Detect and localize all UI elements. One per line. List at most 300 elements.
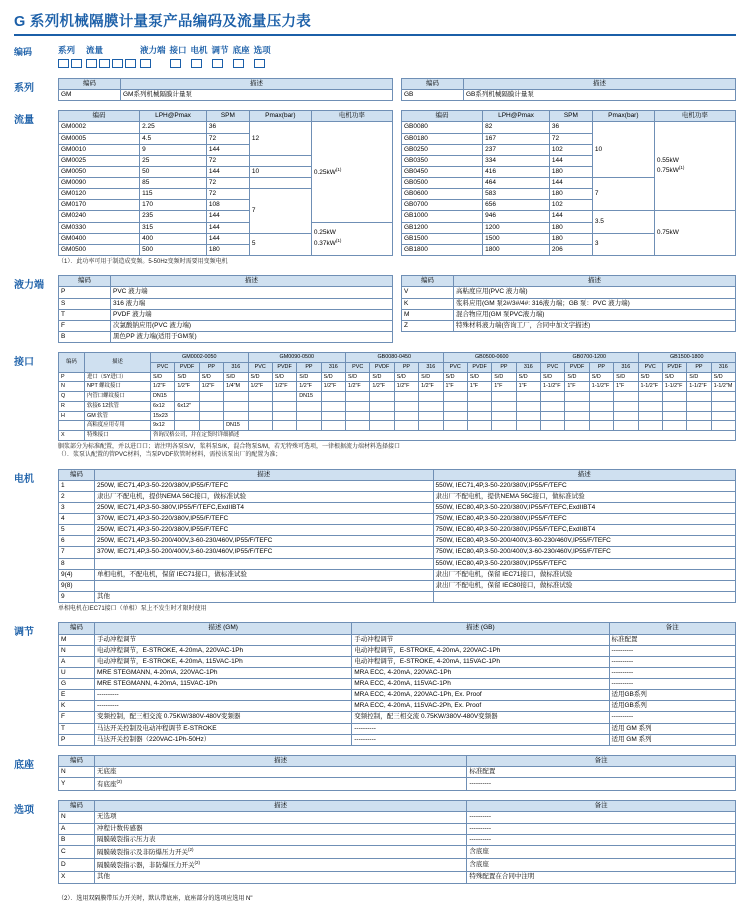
cell-value: 206	[549, 244, 592, 255]
code-box[interactable]	[86, 59, 97, 68]
th-1: LPH@Pmax	[483, 111, 550, 122]
table-row	[59, 591, 736, 602]
cell-size	[419, 421, 443, 431]
cell-size	[370, 421, 394, 431]
cell-text: ----------	[609, 679, 736, 690]
cell-code: Y	[59, 778, 95, 791]
cell-text: 变频控制，配三相交流 0.75KW/380V-480V变频器	[95, 712, 352, 723]
cell-text: ----------	[609, 656, 736, 667]
cell-value: 2.25	[140, 122, 207, 133]
cell-value: 144	[549, 211, 592, 222]
cell-size: S/D	[492, 372, 516, 382]
table-row	[59, 309, 393, 320]
cell-size: 15x23	[151, 411, 175, 421]
interface-note-0: 胭浆部分为标准配置，并以进口口；请注明各泵S/V，浆料泵S/K，混合物泵S/M，若无特殊可选项，一律根据流力端材料选择接口	[58, 443, 401, 450]
th-编码: 编码	[59, 353, 85, 373]
cell-text: 马达开关控制及电动冲程调节 E-STROKE	[95, 723, 352, 734]
cell-size: 1/4"M	[224, 382, 248, 392]
th-group-4: GB0700-1200	[541, 353, 639, 363]
cell-value: 36	[549, 122, 592, 133]
cell-size: 1/2"F	[199, 382, 223, 392]
table-row	[59, 634, 736, 645]
cell-code: X	[59, 431, 85, 441]
table-row	[59, 667, 736, 678]
cell-size	[589, 421, 613, 431]
table-row	[59, 812, 736, 823]
cell-text: 浆料应用(GM 泵2#/3#/4#: 316液力端；GB 泵：PVC 液力端)	[454, 298, 736, 309]
cell-value: 500	[140, 244, 207, 255]
cell-size: S/D	[224, 372, 248, 382]
cell-code: 5	[59, 525, 95, 536]
cell-size	[589, 401, 613, 411]
series-table-gm	[58, 78, 393, 101]
th-material-pp: PP	[492, 362, 516, 372]
cell-text: 黑色PP 液力端(适用于GM泵)	[111, 331, 393, 342]
cell-size	[662, 401, 686, 411]
table-row	[59, 778, 736, 791]
cell-size	[638, 411, 662, 421]
cell-text: 电动冲程调节，E-STROKE, 4-20mA, 220VAC-1Ph	[95, 645, 352, 656]
code-box-group	[233, 59, 250, 68]
cell-text: MRA ECC, 4-20mA, 115VAC-2Ph, Ex. Proof	[352, 701, 609, 712]
code-box[interactable]	[212, 59, 223, 68]
section-flow	[14, 110, 736, 266]
cell-code: GM	[59, 90, 121, 101]
cell-code: T	[59, 309, 111, 320]
th-code: 编码	[402, 79, 464, 90]
code-group-0	[58, 44, 82, 68]
section-adjust	[14, 622, 736, 745]
cell-desc: 进口（SY进口）	[85, 372, 151, 382]
cell-desc-gm: 370W, IEC71,4P,3-50-220/380V,IP55/F/TEFC	[95, 514, 434, 525]
table-row	[59, 287, 393, 298]
th-material-316: 316	[419, 362, 443, 372]
cell-value: 416	[483, 166, 550, 177]
cell-size	[321, 411, 345, 421]
cell-size	[346, 421, 370, 431]
cell-size	[199, 411, 223, 421]
cell-code: U	[59, 667, 95, 678]
cell-value: 102	[549, 144, 592, 155]
cell-size	[394, 411, 418, 421]
cell-size	[711, 411, 735, 421]
cell-desc-gb: 隶出厂不配电机，提供NEMA 56C接口，做标准试验	[433, 491, 736, 502]
interface-head-row-2	[59, 362, 736, 372]
table-row	[59, 382, 736, 392]
table-row	[59, 372, 736, 382]
cell-text: 电动冲程调节，E-STROKE, 4-20mA, 115VAC-1Ph	[352, 656, 609, 667]
code-group-label: 选项	[253, 45, 271, 55]
cell-value: 50	[140, 166, 207, 177]
cell-code: H	[59, 411, 85, 421]
cell-code: GB0180	[402, 133, 483, 144]
cell-size	[687, 411, 711, 421]
cell-size	[711, 401, 735, 411]
flow-table-gb	[401, 110, 736, 256]
cell-text: 适用GB系列	[609, 690, 736, 701]
cell-size	[541, 421, 565, 431]
cell-size	[321, 401, 345, 411]
cell-text: 含底座	[467, 859, 736, 872]
cell-size	[589, 392, 613, 402]
cell-text: 隔膜破裂指示及非防爆压力开关$^{(2)}$	[95, 845, 467, 858]
cell-desc-gm: 其他	[95, 591, 434, 602]
th-4: 电机功率	[654, 111, 735, 122]
cell-size	[175, 411, 199, 421]
cell-code: N	[59, 812, 95, 823]
code-box[interactable]	[233, 59, 244, 68]
cell-text: ----------	[467, 823, 736, 834]
cell-value: 180	[549, 222, 592, 233]
cell-text: 无底座	[95, 766, 467, 777]
cell-pmax: 12	[249, 122, 311, 155]
table-row	[59, 547, 736, 558]
cell-text: 高粘度应用(PVC 液力端)	[454, 287, 736, 298]
th-material-316: 316	[711, 362, 735, 372]
cell-code: X	[59, 872, 95, 883]
th-material-pvdf: PVDF	[272, 362, 296, 372]
cell-size	[272, 392, 296, 402]
cell-size	[541, 401, 565, 411]
cell-code: GM0120	[59, 189, 140, 200]
cell-size: DN15	[151, 392, 175, 402]
cell-size: 1/2"F	[151, 382, 175, 392]
cell-desc-gm: 250W, IEC71,4P,3-50-220/380V,IP55/F/TEFC	[95, 480, 434, 491]
code-box[interactable]	[140, 59, 151, 68]
cell-code: G	[59, 679, 95, 690]
cell-size	[443, 392, 467, 402]
cell-size	[516, 392, 540, 402]
th-material-316: 316	[614, 362, 638, 372]
options-table	[58, 800, 736, 883]
cell-code: GM0050	[59, 166, 140, 177]
th-code: 编码	[59, 623, 95, 634]
cell-text: PVDF 液力端	[111, 309, 393, 320]
cell-text: 含底座	[467, 845, 736, 858]
interface-table	[58, 352, 736, 441]
th-material-316: 316	[224, 362, 248, 372]
cell-size: 1-1/2"F	[687, 382, 711, 392]
interface-notes	[58, 443, 736, 460]
th-material-316: 316	[516, 362, 540, 372]
cell-size	[565, 411, 589, 421]
cell-size: 1-1/2"F	[589, 382, 613, 392]
cell-text: MRE STEGMANN, 4-20mA, 220VAC-1Ph	[95, 667, 352, 678]
cell-text: 马达开关控制器（220VAC-1Ph-50Hz）	[95, 734, 352, 745]
cell-desc-gm	[95, 580, 434, 591]
cell-desc: GM 软管	[85, 411, 151, 421]
section-interface	[14, 352, 736, 460]
cell-size	[614, 411, 638, 421]
cell-code: GB0080	[402, 122, 483, 133]
cell-size: S/D	[175, 372, 199, 382]
cell-size	[638, 392, 662, 402]
code-box[interactable]	[254, 59, 265, 68]
cell-size: 1/2"F	[175, 382, 199, 392]
cell-code: D	[59, 859, 95, 872]
th-material-pvc: PVC	[443, 362, 467, 372]
code-label: 编码	[14, 47, 33, 57]
section-motor	[14, 469, 736, 614]
cell-code: GM0240	[59, 211, 140, 222]
adjust-table	[58, 622, 736, 745]
cell-code: S	[59, 298, 111, 309]
cell-value: 72	[206, 178, 249, 189]
cell-code: Q	[59, 392, 85, 402]
code-box[interactable]	[170, 59, 181, 68]
cell-size	[565, 392, 589, 402]
cell-code	[59, 421, 85, 431]
cell-code: 2	[59, 491, 95, 502]
cell-size	[516, 421, 540, 431]
cell-value: 72	[206, 189, 249, 200]
cell-size: DN15	[297, 392, 321, 402]
cell-size	[492, 401, 516, 411]
th-code: 编码	[402, 276, 454, 287]
th-0: 编码	[402, 111, 483, 122]
code-box[interactable]	[112, 59, 123, 68]
cell-size	[614, 421, 638, 431]
section-series	[14, 78, 736, 101]
code-box[interactable]	[191, 59, 202, 68]
th-material-pvc: PVC	[541, 362, 565, 372]
cell-text: 隔膜破裂指示器，非防爆压力开关$^{(2)}$	[95, 859, 467, 872]
cell-size: 1/2"F	[394, 382, 418, 392]
cell-size	[565, 401, 589, 411]
cell-code: GM0090	[59, 178, 140, 189]
cell-size: 1/2"F	[248, 382, 272, 392]
cell-text: 特殊配置在合同中注明	[467, 872, 736, 883]
cell-value: 4.5	[140, 133, 207, 144]
cell-text: 手动冲程调节	[352, 634, 609, 645]
table-row	[59, 645, 736, 656]
cell-code: GM0025	[59, 155, 140, 166]
cell-text: ----------	[352, 723, 609, 734]
table-row	[402, 298, 736, 309]
cell-code: 3	[59, 502, 95, 513]
cell-value: 144	[206, 166, 249, 177]
code-group-label: 接口	[169, 45, 187, 55]
table-row	[59, 222, 393, 233]
th-material-pp: PP	[687, 362, 711, 372]
section-label-series: 系列	[14, 83, 34, 94]
cell-code: N	[59, 766, 95, 777]
interface-head-row-1	[59, 353, 736, 363]
cell-desc-gb: 750W, IEC80,4P,3-50-200/400V,3-60-230/460V,IP55/F/TEFC	[433, 536, 736, 547]
cell-size: S/D	[614, 372, 638, 382]
cell-size: 1"F	[492, 382, 516, 392]
cell-size: S/D	[419, 372, 443, 382]
cell-value: 167	[483, 133, 550, 144]
th-3: Pmax(bar)	[592, 111, 654, 122]
cell-size	[516, 401, 540, 411]
cell-value: 102	[549, 200, 592, 211]
cell-value: 334	[483, 155, 550, 166]
cell-size	[419, 401, 443, 411]
table-row	[59, 431, 736, 441]
cell-size: S/D	[565, 372, 589, 382]
cell-text: ----------	[467, 812, 736, 823]
table-row	[59, 122, 393, 133]
code-groups	[58, 44, 736, 68]
cell-size	[443, 421, 467, 431]
cell-size: 1"F	[614, 382, 638, 392]
cell-code: GB0450	[402, 166, 483, 177]
cell-text: GB系列机械隔膜计量泵	[464, 90, 736, 101]
cell-desc-gm: 250W, IEC71,4P,3-50-200/400V,3-60-230/460V,IP55/F/TEFC	[95, 536, 434, 547]
cell-size	[224, 392, 248, 402]
cell-size: 1-1/2"F	[638, 382, 662, 392]
cell-size: 1"F	[467, 382, 491, 392]
table-row	[402, 309, 736, 320]
cell-code: GB0500	[402, 178, 483, 189]
cell-pmax: 7	[592, 178, 654, 211]
cell-code: E	[59, 690, 95, 701]
cell-power: 0.55kW $0.75kW^{(1)}$	[654, 122, 735, 211]
cell-size	[321, 421, 345, 431]
cell-desc-gb: 750W, IEC80,4P,3-50-220/380V,IP55/F/TEFC	[433, 514, 736, 525]
cell-code: T	[59, 723, 95, 734]
cell-code: GM0170	[59, 200, 140, 211]
code-box[interactable]	[71, 59, 82, 68]
cell-size: 1/2"F	[272, 382, 296, 392]
cell-note: 咨询汉格公司，并在定货时详细描述	[151, 431, 736, 441]
cell-size	[370, 392, 394, 402]
cell-desc-gb: 750W, IEC80,4P,3-50-220/380V,IP55/F/TEFC,ExdIIBT4	[433, 525, 736, 536]
th-code: 编码	[59, 79, 121, 90]
th-material-pvdf: PVDF	[467, 362, 491, 372]
th-desc-gm: 描述 (GM)	[95, 623, 352, 634]
page-title-text: G 系列机械隔膜计量泵产品编码及流量压力表	[14, 14, 312, 30]
cell-code: 8	[59, 558, 95, 569]
th-group-2: GB0080-0450	[346, 353, 444, 363]
table-row	[59, 656, 736, 667]
cell-value: 170	[140, 200, 207, 211]
section-label-liquid-end: 液力端	[14, 280, 44, 292]
cell-size	[346, 392, 370, 402]
th-2: SPM	[549, 111, 592, 122]
cell-desc: NPT 螺纹接口	[85, 382, 151, 392]
cell-code: GB1000	[402, 211, 483, 222]
table-row	[59, 90, 393, 101]
cell-size: 1-1/2"M	[711, 382, 735, 392]
cell-code: GB0700	[402, 200, 483, 211]
code-group-label: 底座	[232, 45, 250, 55]
cell-size: S/D	[638, 372, 662, 382]
table-row	[59, 712, 736, 723]
cell-size: S/D	[370, 372, 394, 382]
th-desc-gb: 描述 (GB)	[352, 623, 609, 634]
th-code: 编码	[59, 801, 95, 812]
section-liquid-end	[14, 275, 736, 343]
cell-size	[394, 421, 418, 431]
th-desc: 描述	[95, 801, 467, 812]
section-base	[14, 755, 736, 792]
cell-size	[175, 392, 199, 402]
cell-size: S/D	[151, 372, 175, 382]
th-描述: 描述	[85, 353, 151, 373]
cell-size	[614, 392, 638, 402]
cell-size	[589, 411, 613, 421]
cell-code: GB1800	[402, 244, 483, 255]
th-desc: 描述	[95, 755, 467, 766]
cell-size	[443, 401, 467, 411]
cell-pmax: 5	[249, 233, 311, 255]
th-material-pp: PP	[589, 362, 613, 372]
code-group-6	[233, 44, 250, 68]
cell-text: 适用 GM 系列	[609, 723, 736, 734]
cell-size: 1/2"F	[419, 382, 443, 392]
cell-value: 180	[549, 233, 592, 244]
th-desc: 描述	[454, 276, 736, 287]
cell-code: 4	[59, 514, 95, 525]
cell-size	[687, 392, 711, 402]
cell-size: 1"F	[516, 382, 540, 392]
table-row	[59, 823, 736, 834]
table-row	[59, 491, 736, 502]
code-box[interactable]	[125, 59, 136, 68]
th-material-pvc: PVC	[151, 362, 175, 372]
cell-pmax	[249, 178, 311, 189]
table-row	[59, 298, 393, 309]
cell-text: ----------	[95, 701, 352, 712]
cell-text: 手动冲程调节	[95, 634, 352, 645]
code-box-group	[212, 59, 229, 68]
cell-value: 144	[206, 211, 249, 222]
section-label-motor: 电机	[14, 473, 34, 485]
cell-code: M	[402, 309, 454, 320]
th-material-pvdf: PVDF	[662, 362, 686, 372]
cell-size	[272, 421, 296, 431]
cell-size	[467, 421, 491, 431]
table-row	[59, 421, 736, 431]
code-box[interactable]	[58, 59, 69, 68]
table-row	[59, 723, 736, 734]
th-group-3: GB0500-0600	[443, 353, 541, 363]
code-group-5	[212, 44, 229, 68]
th-material-pp: PP	[394, 362, 418, 372]
cell-size	[467, 411, 491, 421]
table-row	[59, 525, 736, 536]
code-box-group	[86, 59, 136, 68]
section-label-interface: 接口	[14, 357, 34, 369]
code-box[interactable]	[99, 59, 110, 68]
cell-size: DN15	[224, 421, 248, 431]
th-remark: 备注	[609, 623, 736, 634]
table-row	[59, 859, 736, 872]
cell-desc-gb: 隶出厂不配电机，保留 IEC80接口，做标准试验	[433, 580, 736, 591]
th-code: 编码	[59, 276, 111, 287]
cell-text: 次氯酸钠应用(PVC 液力端)	[111, 320, 393, 331]
table-row	[59, 558, 736, 569]
cell-value: 1800	[483, 244, 550, 255]
cell-size: 9x12	[151, 421, 175, 431]
cell-size: 1/2"F	[321, 382, 345, 392]
cell-size	[394, 392, 418, 402]
th-desc-gm: 描述	[95, 469, 434, 480]
code-group-7	[254, 44, 271, 68]
cell-code: 7	[59, 547, 95, 558]
cell-size	[638, 401, 662, 411]
cell-size: S/D	[272, 372, 296, 382]
cell-code: GB	[402, 90, 464, 101]
cell-text: 电动冲程调节，E-STROKE, 4-20mA, 115VAC-1Ph	[95, 656, 352, 667]
code-box-group	[58, 59, 82, 68]
cell-size: S/D	[467, 372, 491, 382]
cell-size	[614, 401, 638, 411]
cell-power: 0.75kW	[654, 211, 735, 256]
cell-size: S/D	[321, 372, 345, 382]
